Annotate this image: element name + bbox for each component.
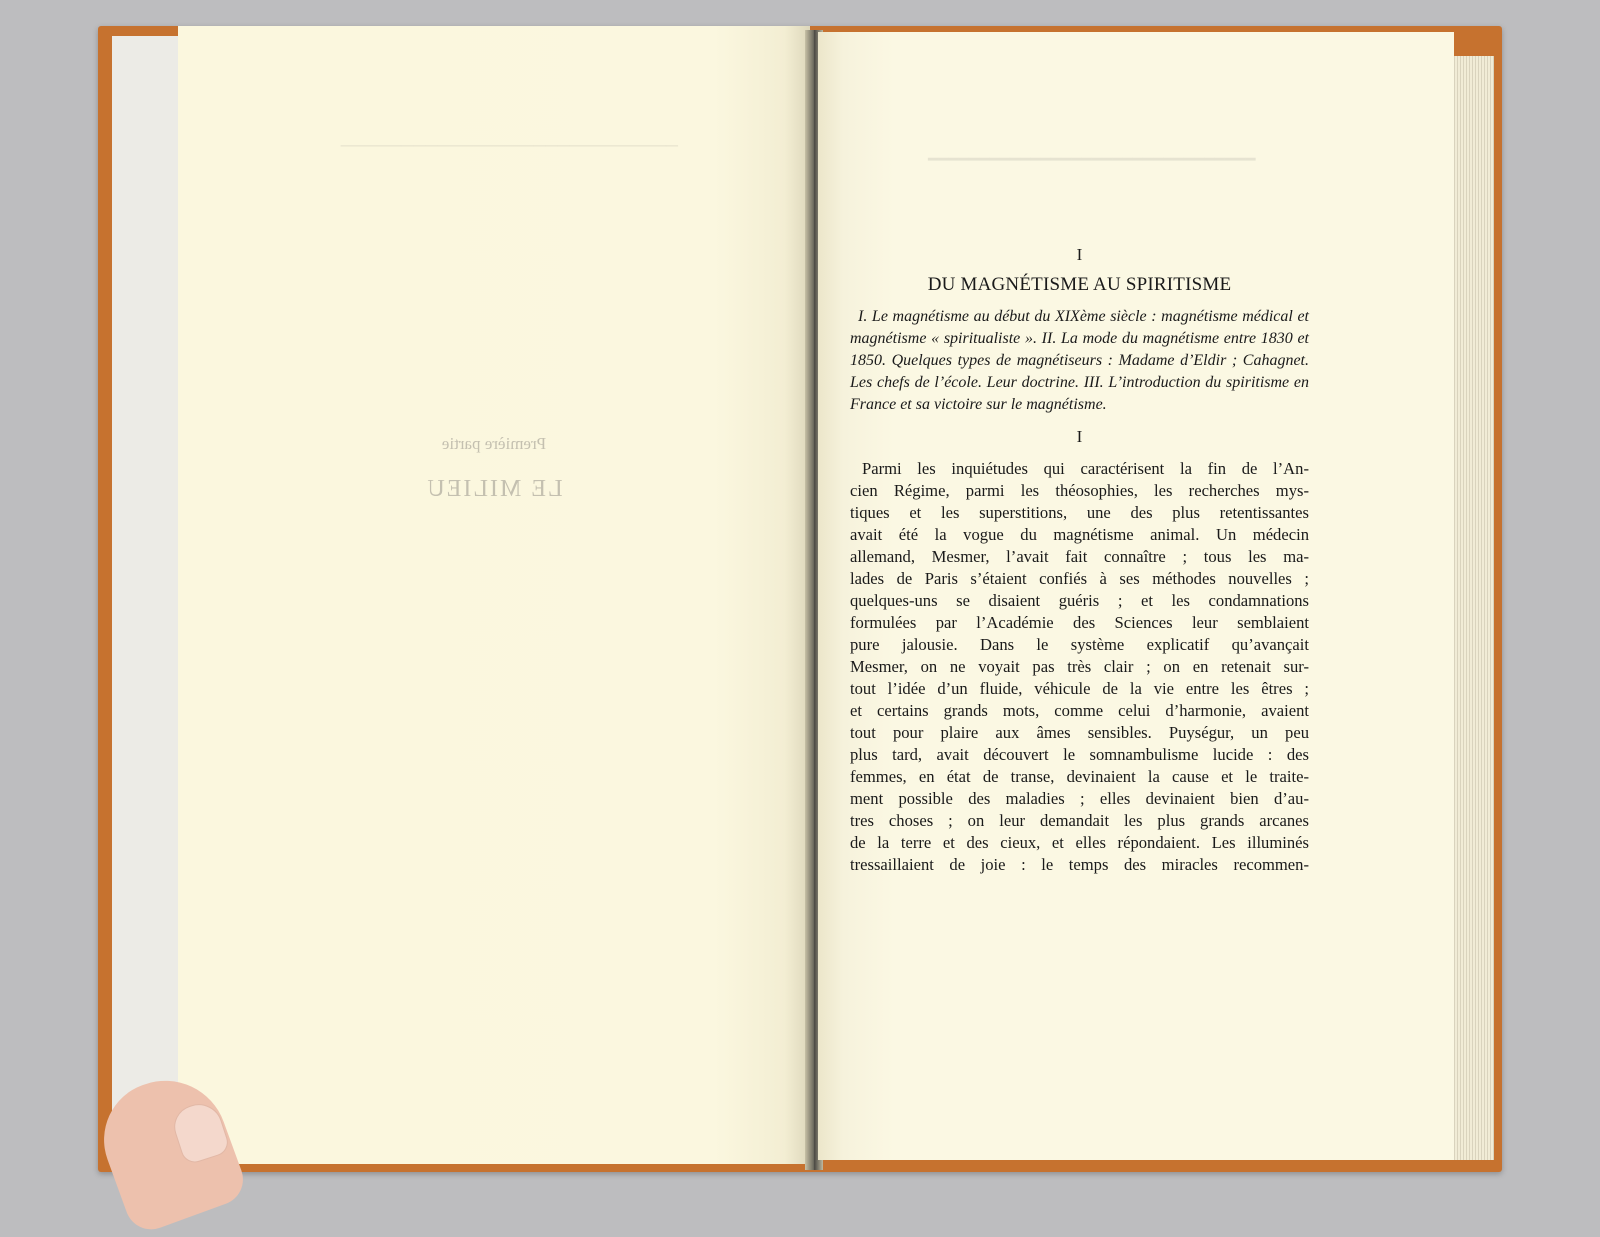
body-line: tout l’idée d’un fluide, véhicule de la vie entre les êtres ; [850, 679, 1309, 698]
body-line: tres choses ; on leur demandait les plus grands arcanes [850, 811, 1309, 830]
body-line: tiques et les superstitions, une des plus retentissantes [850, 503, 1309, 522]
body-line: Parmi les inquiétudes qui caractérisent la fin de l’An- [862, 459, 1309, 478]
body-line: pure jalousie. Dans le système explicatif qu’avançait [850, 635, 1309, 654]
endpaper [112, 36, 184, 1162]
part-label: Première partie [441, 434, 547, 453]
body-text [850, 458, 1309, 876]
body-line: et certains grands mots, comme celui d’harmonie, avaient [850, 701, 1309, 720]
body-line: cien Régime, parmi les théosophies, les recherches mys- [850, 481, 1309, 500]
body-line: quelques-uns se disaient guéris ; et les condamnations [850, 591, 1309, 610]
chapter-summary: I. Le magnétisme au début du XIXème siècle : magnétisme médical et magnétisme « spiritualiste ». II. La mode du magnétisme entre 1830 et 1850. Quelques types de magnétiseurs : Madame d’Eldir ; Cahagnet. Les chefs de l’école. Leur doctrine. III. L’introduction du spiritisme en France et sa victoire sur le magnétisme. [850, 308, 1309, 413]
bleed-through-header: ━━━━━━━━━━━━━━━━━━━━━━━━━━━━━━━━ [928, 150, 1256, 169]
right-page-content [850, 240, 1309, 876]
body-line: ment possible des maladies ; elles devinaient bien d’au- [850, 789, 1309, 808]
body-line: tout pour plaire aux âmes sensibles. Puységur, un peu [850, 723, 1309, 742]
body-line: formulées par l’Académie des Sciences leur semblaient [850, 613, 1309, 632]
body-line: allemand, Mesmer, l’avait fait connaître ; tous les ma- [850, 547, 1309, 566]
chapter-number: I [1076, 245, 1083, 264]
body-line: femmes, en état de transe, devinaient la cause et le traite- [850, 767, 1309, 786]
body-line: Mesmer, on ne voyait pas très clair ; on en retenait sur- [850, 657, 1309, 676]
left-page [178, 26, 810, 1164]
body-line: de la terre et des cieux, et elles répondaient. Les illuminés [850, 833, 1309, 852]
body-line: lades de Paris s’étaient confiés à ses méthodes nouvelles ; [850, 569, 1309, 588]
part-title: LE MILIEU [425, 476, 563, 502]
body-line: avait été la vogue du magnétisme animal. Un médecin [850, 525, 1309, 544]
body-line: plus tard, avait découvert le somnambulisme lucide : des [850, 745, 1309, 764]
section-number: I [1076, 427, 1083, 446]
chapter-title: DU MAGNÉTISME AU SPIRITISME [927, 274, 1232, 295]
bleed-through-text: ──────────────────────────── [340, 136, 678, 155]
body-line: tressaillaient de joie : le temps des miracles recommen- [850, 855, 1309, 874]
